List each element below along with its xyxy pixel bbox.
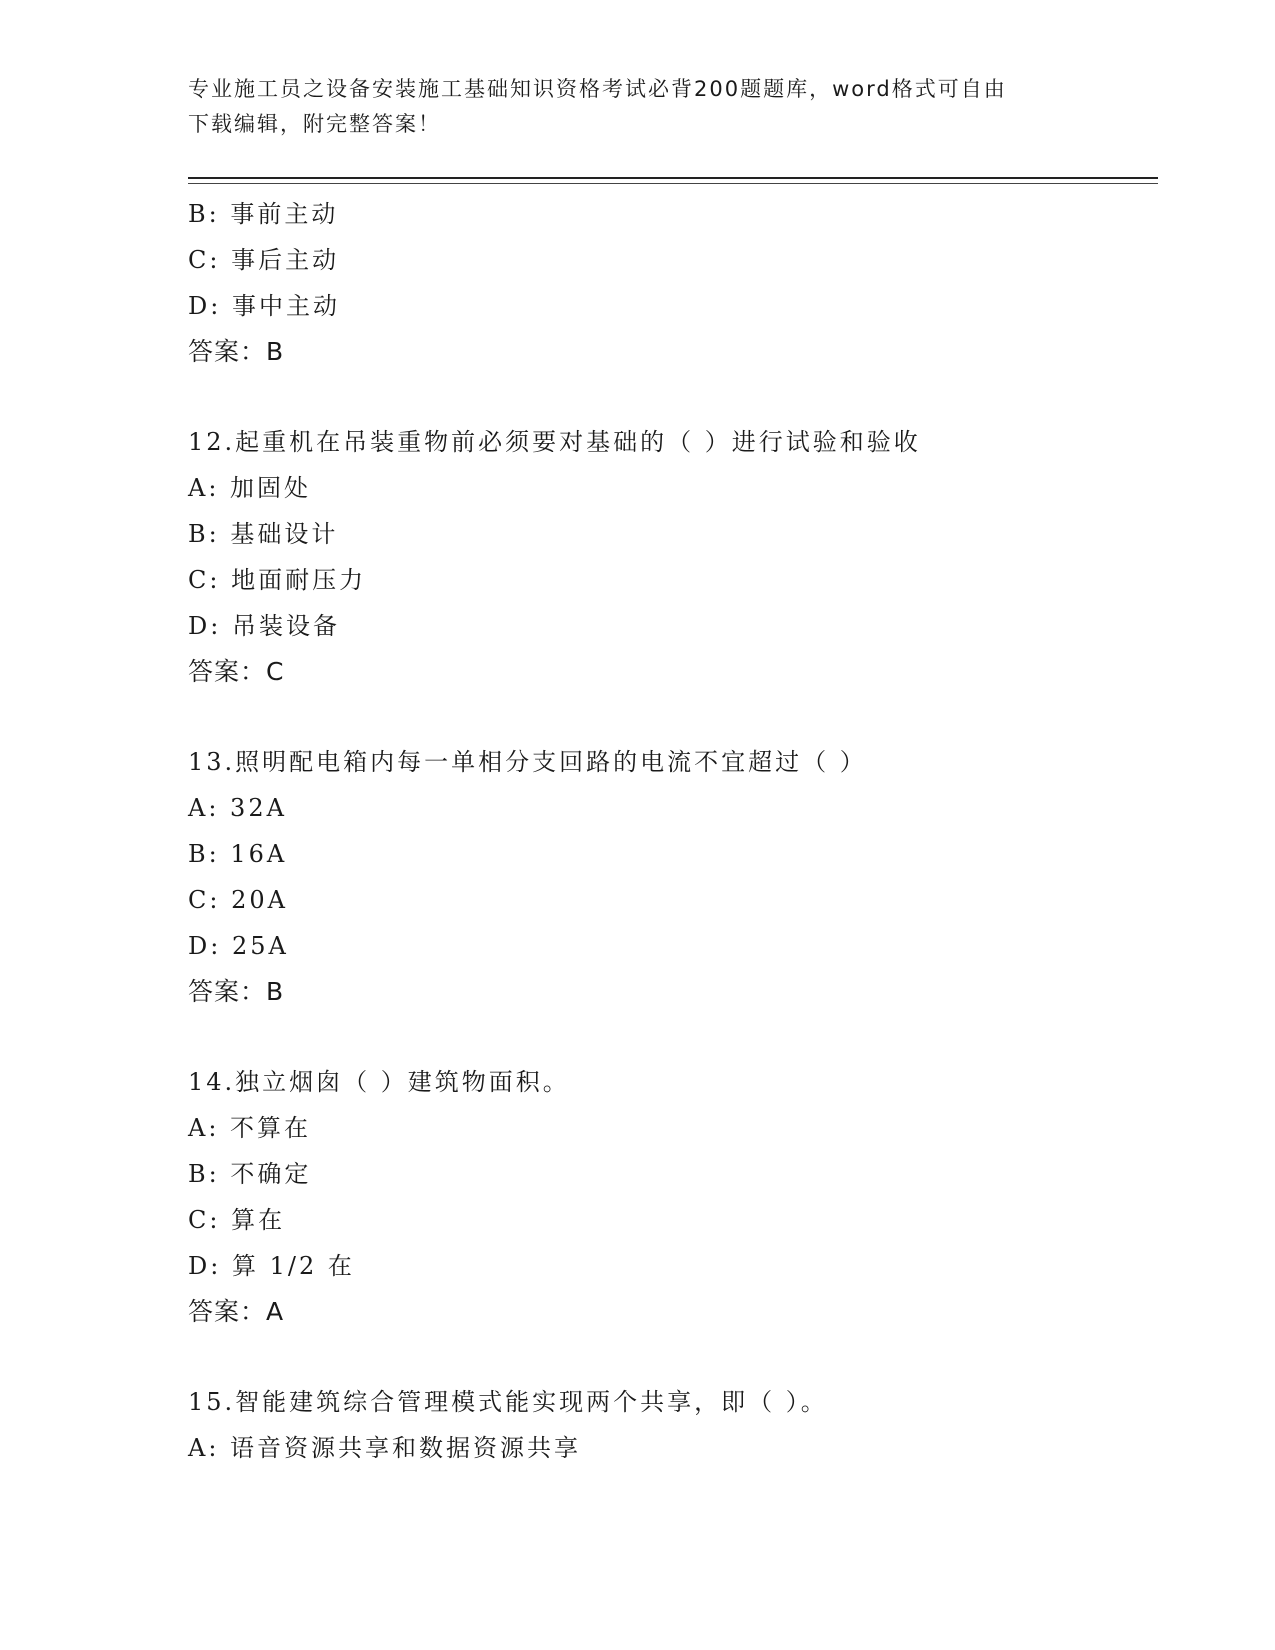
question-block-14 xyxy=(188,1059,1158,1335)
option-c: C: 事后主动 xyxy=(188,246,340,274)
option-b: B: 不确定 xyxy=(188,1160,312,1188)
question-text: 15.智能建筑综合管理模式能实现两个共享，即（ ）。 xyxy=(188,1388,828,1416)
header-divider-thick xyxy=(188,177,1158,179)
option-a: A: 32A xyxy=(188,794,287,822)
option-d: D: 算 1/2 在 xyxy=(188,1252,355,1280)
option-c: C: 算在 xyxy=(188,1206,286,1234)
header-divider-thin xyxy=(188,183,1158,184)
question-text: 14.独立烟囱（ ）建筑物面积。 xyxy=(188,1068,570,1096)
document-header xyxy=(188,72,1078,142)
question-block-15 xyxy=(188,1379,1158,1471)
answer-line: 答案：C xyxy=(188,657,285,686)
option-a: A: 语音资源共享和数据资源共享 xyxy=(188,1434,582,1462)
question-block-13 xyxy=(188,739,1158,1015)
option-c: C: 地面耐压力 xyxy=(188,566,367,594)
answer-line: 答案：B xyxy=(188,337,285,366)
option-c: C: 20A xyxy=(188,886,288,914)
spacer xyxy=(188,1335,1158,1379)
question-text: 13.照明配电箱内每一单相分支回路的电流不宜超过（ ） xyxy=(188,748,867,776)
option-a: A: 不算在 xyxy=(188,1114,312,1142)
option-d: D: 25A xyxy=(188,932,289,960)
option-b: B: 基础设计 xyxy=(188,520,339,548)
header-line-2: 下载编辑，附完整答案！ xyxy=(188,112,441,136)
option-b: B: 事前主动 xyxy=(188,200,339,228)
question-text: 12.起重机在吊装重物前必须要对基础的（ ）进行试验和验收 xyxy=(188,428,921,456)
spacer xyxy=(188,375,1158,419)
option-a: A: 加固处 xyxy=(188,474,312,502)
question-block-11 xyxy=(188,191,1158,375)
option-d: D: 事中主动 xyxy=(188,292,340,320)
spacer xyxy=(188,695,1158,739)
question-block-12 xyxy=(188,419,1158,695)
option-b: B: 16A xyxy=(188,840,288,868)
answer-line: 答案：A xyxy=(188,1297,285,1326)
answer-line: 答案：B xyxy=(188,977,285,1006)
header-line-1: 专业施工员之设备安装施工基础知识资格考试必背200题题库，word格式可自由 xyxy=(188,77,1007,101)
option-d: D: 吊装设备 xyxy=(188,612,340,640)
spacer xyxy=(188,1015,1158,1059)
question-list xyxy=(188,191,1158,1471)
